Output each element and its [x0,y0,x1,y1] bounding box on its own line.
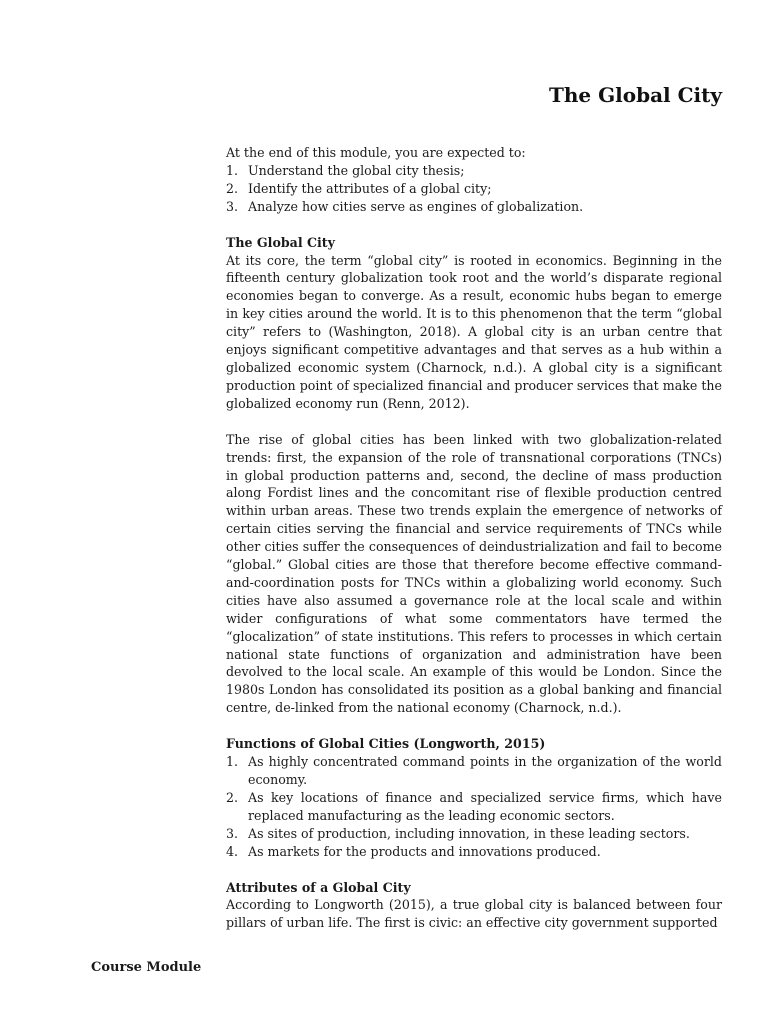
paragraph: The rise of global cities has been linked with two globalization-related trends: first, the expansion of the role of transnational corporations (TNCs) in global production patterns and, second, the decline of mass production along Fordist lines and the concomitant rise of flexible production centred within urban areas. These two trends explain the emergence of networks of certain cities serving the financial and service requirements of TNCs while other cities suffer the consequences of deindustrialization and fail to become “global.” Global cities are those that therefore become effective command-and-coordination posts for TNCs within a globalizing world economy. Such cities have also assumed a governance role at the local scale and within wider configurations of what some commentators have termed the “glocalization” of state institutions. This refers to processes in which certain national state functions of organization and administration have been devolved to the local scale. An example of this would be London. Since the 1980s London has consolidated its position as a global banking and financial centre, de-linked from the national economy (Charnock, n.d.). [226,431,722,716]
list-text: As sites of production, including innovation, in these leading sectors. [248,825,690,841]
page-title: The Global City [548,83,722,107]
list-number: 3. [226,825,239,841]
list-number: 1. [226,754,239,770]
list-item [226,753,722,789]
list-text: As key locations of finance and specialized service firms, which have replaced manufacturing as the leading economic sectors. [248,789,722,823]
list-text: As highly concentrated command points in the organization of the world economy. [248,754,722,787]
list-number: 2. [226,180,239,196]
list-item [226,789,722,825]
list-item [226,162,722,180]
section-heading-functions: Functions of Global Cities (Longworth, 2015) [226,736,546,752]
paragraph: According to Longworth (2015), a true global city is balanced between four pillars of urban life. The first is civic: an effective city government supported [226,897,722,931]
list-item [226,198,722,216]
list-text: As markets for the products and innovations produced. [248,843,601,859]
list-text: Identify the attributes of a global city; [248,180,492,196]
paragraph: At its core, the term “global city” is rooted in economics. Beginning in the fifteenth century globalization took root and the world’s disparate regional economies began to converge. As a result, economic hubs began to emerge in key cities around the world. It is to this phenomenon that the term “global city” refers to (Washington, 2018). A global city is an urban centre that enjoys significant competitive advantages and that serves as a hub within a globalized economic system (Charnock, n.d.). A global city is a significant production point of specialized financial and producer services that make the globalized economy run (Renn, 2012). [226,252,722,411]
footer-course-module: Course Module [91,960,202,975]
list-number: 1. [226,162,239,178]
list-item [226,825,722,843]
list-text: Understand the global city thesis; [248,162,465,178]
list-text: Analyze how cities serve as engines of globalization. [248,198,584,214]
module-content [226,144,722,932]
list-number: 3. [226,198,239,214]
list-number: 2. [226,789,239,805]
functions-list [226,753,722,860]
list-number: 4. [226,843,239,859]
objectives-list [226,162,722,216]
objectives-intro: At the end of this module, you are expected to: [226,145,526,160]
list-item [226,180,722,198]
section-heading-attributes: Attributes of a Global City [226,879,411,895]
list-item [226,843,722,861]
section-heading-global-city: The Global City [226,234,335,250]
